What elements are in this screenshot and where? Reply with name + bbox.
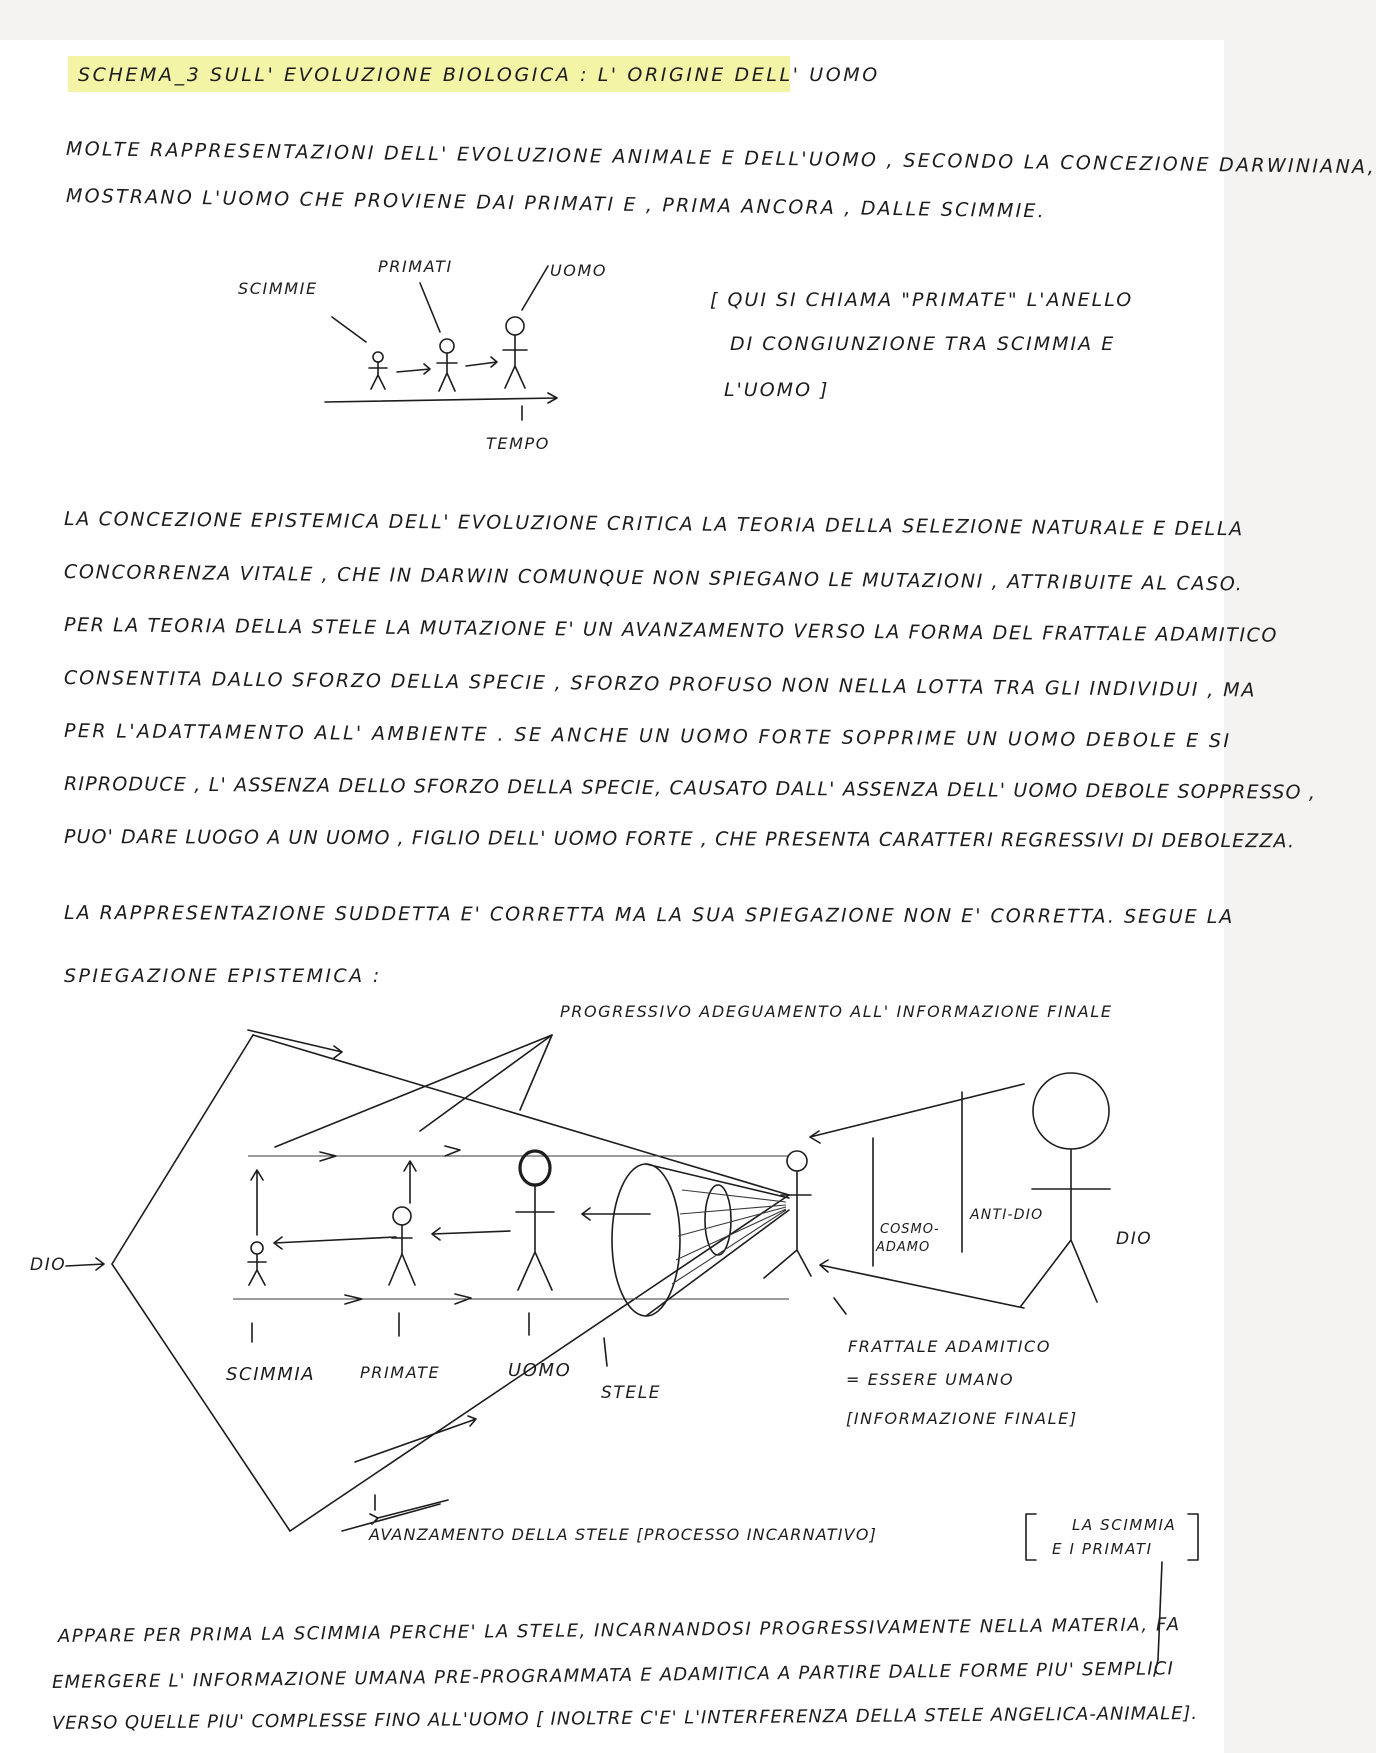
label-uomo-d1: UOMO xyxy=(550,261,608,280)
body-line: SPIEGAZIONE EPISTEMICA : xyxy=(64,965,382,987)
body-line: CONCORRENZA VITALE , CHE IN DARWIN COMUNQUE NON SPIEGANO LE MUTAZIONI , ATTRIBUITE AL CASO. xyxy=(63,561,1244,596)
body-line: LA RAPPRESENTAZIONE SUDDETTA E' CORRETTA MA LA SUA SPIEGAZIONE NON E' CORRETTA. SEGUE LA xyxy=(63,902,1235,929)
note-line: [ QUI SI CHIAMA "PRIMATE" L'ANELLO xyxy=(710,289,1134,311)
label-adamo: ADAMO xyxy=(876,1240,931,1255)
label-tempo: TEMPO xyxy=(486,434,550,453)
intro-line: MOSTRANO L'UOMO CHE PROVIENE DAI PRIMATI E , PRIMA ANCORA , DALLE SCIMMIE. xyxy=(65,185,1046,223)
label-la-scimmia: LA SCIMMIA xyxy=(1072,1516,1177,1534)
god-figure xyxy=(1021,1073,1110,1306)
closing-line: EMERGERE L' INFORMAZIONE UMANA PRE-PROGRAMMATA E ADAMITICA A PARTIRE DALLE FORME PIU' SEMPLICI xyxy=(51,1658,1175,1693)
label-anti-dio: ANTI-DIO xyxy=(970,1207,1044,1223)
body-line: PUO' DARE LUOGO A UN UOMO , FIGLIO DELL' UOMO FORTE , CHE PRESENTA CARATTERI REGRESSIVI DI DEBOLEZZA. xyxy=(63,826,1296,853)
body-line: CONSENTITA DALLO SFORZO DELLA SPECIE , SFORZO PROFUSO NON NELLA LOTTA TRA GLI INDIVIDUI , MA xyxy=(63,667,1257,702)
body-line: PER L'ADATTAMENTO ALL' AMBIENTE . SE ANCHE UN UOMO FORTE SOPPRIME UN UOMO DEBOLE E SI xyxy=(63,720,1232,753)
label-cosmo: COSMO- xyxy=(880,1222,940,1237)
label-stele: STELE xyxy=(601,1383,662,1403)
closing-line: APPARE PER PRIMA LA SCIMMIA PERCHE' LA STELE, INCARNANDOSI PROGRESSIVAMENTE NELLA MATERIA, FA xyxy=(57,1614,1181,1647)
label-scimmia: SCIMMIA xyxy=(226,1364,316,1385)
intro-line: MOLTE RAPPRESENTAZIONI DELL' EVOLUZIONE ANIMALE E DELL'UOMO , SECONDO LA CONCEZIONE DARWINIANA, xyxy=(65,138,1376,179)
label-scimmie: SCIMMIE xyxy=(238,279,318,298)
label-progressivo: PROGRESSIVO ADEGUAMENTO ALL' INFORMAZIONE FINALE xyxy=(560,1002,1113,1021)
note-line: DI CONGIUNZIONE TRA SCIMMIA E xyxy=(730,333,1116,355)
monkey-figure xyxy=(248,1242,266,1285)
label-primate: PRIMATE xyxy=(360,1363,441,1382)
body-line: PER LA TEORIA DELLA STELE LA MUTAZIONE E' UN AVANZAMENTO VERSO LA FORMA DEL FRATTALE ADAMITICO xyxy=(63,614,1279,647)
label-essere-umano: = ESSERE UMANO xyxy=(846,1370,1015,1389)
page-title: SCHEMA_3 SULL' EVOLUZIONE BIOLOGICA : L' ORIGINE DELL' UOMO xyxy=(78,64,880,86)
label-e-i-primati: E I PRIMATI xyxy=(1052,1540,1153,1558)
label-primati: PRIMATI xyxy=(378,257,453,276)
label-uomo-d2: UOMO xyxy=(508,1360,572,1381)
label-avanzamento: AVANZAMENTO DELLA STELE [PROCESSO INCARNATIVO] xyxy=(369,1525,878,1544)
label-frattale: FRATTALE ADAMITICO xyxy=(848,1337,1052,1356)
label-dio-right: DIO xyxy=(1116,1229,1153,1249)
body-line: RIPRODUCE , L' ASSENZA DELLO SFORZO DELLA SPECIE, CAUSATO DALL' ASSENZA DELL' UOMO DEBOLE SOPPRESSO , xyxy=(63,773,1317,804)
human-figure xyxy=(516,1151,554,1290)
body-line: LA CONCEZIONE EPISTEMICA DELL' EVOLUZIONE CRITICA LA TEORIA DELLA SELEZIONE NATURALE E DELLA xyxy=(63,508,1244,541)
primate-figure xyxy=(389,1207,415,1285)
label-dio-left: DIO xyxy=(30,1255,67,1275)
adamitic-fractal-figure xyxy=(764,1151,811,1278)
closing-line: VERSO QUELLE PIU' COMPLESSE FINO ALL'UOMO [ INOLTRE C'E' L'INTERFERENZA DELLA STELE ANGELICA-ANIMALE]. xyxy=(51,1703,1199,1734)
note-line: L'UOMO ] xyxy=(724,379,830,401)
label-informazione-finale: [INFORMAZIONE FINALE] xyxy=(846,1409,1078,1428)
